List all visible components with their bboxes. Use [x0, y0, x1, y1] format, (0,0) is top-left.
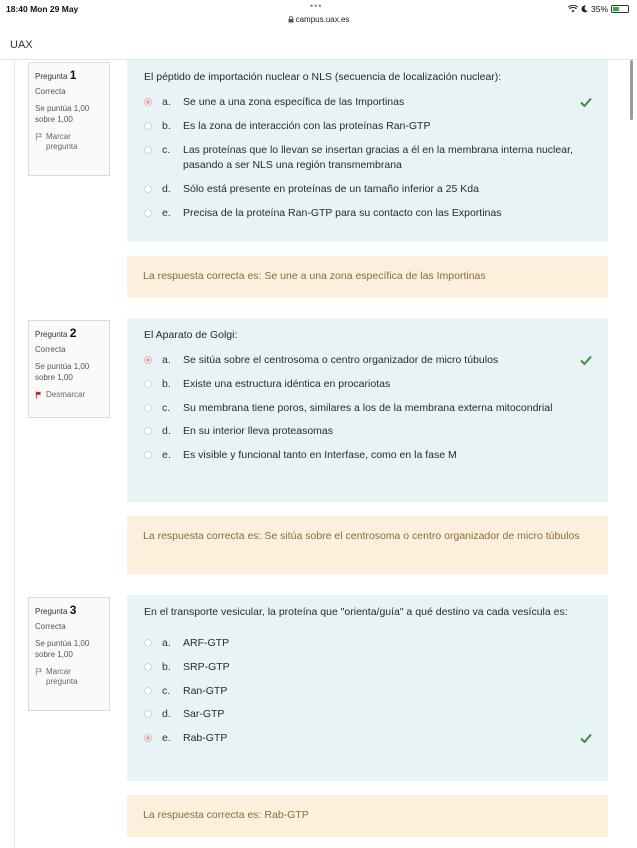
- question-grade: Se puntúa 1,00 sobre 1,00: [35, 638, 90, 659]
- question-state: Correcta: [35, 87, 66, 97]
- unflag-question-label: Desmarcar: [46, 389, 86, 399]
- option-letter: a.: [162, 354, 171, 367]
- answer-option-b[interactable]: [144, 660, 592, 676]
- option-text: Es visible y funcional tanto en Interfase, como en la fase M: [183, 449, 457, 462]
- page-edge-divider: [14, 60, 15, 848]
- radio-selected[interactable]: [144, 734, 152, 742]
- option-letter: e.: [162, 449, 171, 462]
- option-letter: e.: [162, 206, 171, 219]
- question-number-value: 2: [69, 326, 77, 340]
- site-navbar: [0, 32, 637, 60]
- option-letter: b.: [162, 119, 171, 132]
- radio-button[interactable]: [144, 451, 152, 459]
- battery-icon: [611, 5, 629, 13]
- quiz-review-content[interactable]: [0, 60, 637, 848]
- check-icon: [580, 733, 592, 743]
- question-text: El péptido de importación nuclear o NLS (secuencia de localización nuclear):: [144, 71, 502, 83]
- answer-options: [144, 95, 592, 222]
- radio-button[interactable]: [144, 639, 152, 647]
- site-title[interactable]: UAX: [10, 39, 33, 51]
- radio-button[interactable]: [144, 209, 152, 217]
- question-formulation: [127, 318, 608, 502]
- answer-option-c[interactable]: [144, 684, 592, 700]
- question-number-value: 1: [69, 68, 77, 82]
- answer-option-d[interactable]: [144, 424, 592, 440]
- question-info: [28, 62, 110, 176]
- option-letter: d.: [162, 425, 171, 438]
- url-text: campus.uax.es: [295, 15, 350, 24]
- answer-option-a[interactable]: [144, 636, 592, 652]
- answer-option-e[interactable]: [144, 206, 592, 222]
- option-letter: a.: [162, 96, 171, 109]
- flag-question-label: Marcar pregunta: [46, 131, 78, 152]
- question-number-value: 3: [69, 603, 77, 617]
- answer-options: [144, 353, 592, 464]
- radio-button[interactable]: [144, 404, 152, 412]
- status-indicators: [568, 4, 629, 14]
- check-icon: [580, 97, 592, 107]
- radio-selected[interactable]: [144, 356, 152, 364]
- check-icon: [580, 355, 592, 365]
- option-text: Es la zona de interacción con las proteínas Ran-GTP: [183, 119, 431, 132]
- question-info: [28, 320, 110, 418]
- answer-option-c[interactable]: [144, 401, 592, 417]
- status-time: 18:40 Mon 29 May: [6, 4, 79, 14]
- question-number: [35, 67, 103, 83]
- flag-outline-icon: [35, 667, 43, 676]
- answer-options: [144, 636, 592, 747]
- option-text: Ran-GTP: [183, 684, 228, 697]
- correct-answer-feedback: La respuesta correcta es: Rab-GTP: [127, 795, 608, 837]
- flag-outline-icon: [35, 132, 43, 141]
- radio-button[interactable]: [144, 427, 152, 435]
- radio-selected[interactable]: [144, 98, 152, 106]
- scrollbar-thumb[interactable]: [630, 60, 633, 120]
- option-text: Su membrana tiene poros, similares a los de la membrana externa mitocondrial: [183, 401, 553, 414]
- radio-button[interactable]: [144, 185, 152, 193]
- correct-answer-feedback: La respuesta correcta es: Se sitúa sobre el centrosoma o centro organizador de micro túbulos: [127, 516, 608, 574]
- question-grade: Se puntúa 1,00 sobre 1,00: [35, 103, 90, 124]
- option-text: En su interior lleva proteasomas: [183, 425, 333, 438]
- question-text: En el transporte vesicular, la proteína que "orienta/guía" a qué destino va cada vesícula es:: [144, 606, 568, 618]
- answer-option-d[interactable]: [144, 182, 592, 198]
- option-letter: c.: [162, 684, 171, 697]
- option-letter: b.: [162, 660, 171, 673]
- flag-question-button[interactable]: [35, 667, 103, 689]
- radio-button[interactable]: [144, 710, 152, 718]
- answer-option-e[interactable]: [144, 448, 592, 464]
- correct-answer-feedback: La respuesta correcta es: Se une a una zona específica de las Importinas: [127, 256, 608, 298]
- answer-option-e[interactable]: [144, 731, 592, 747]
- option-text: Existe una estructura idéntica en procariotas: [183, 377, 391, 390]
- question-info: [28, 597, 110, 711]
- answer-option-a[interactable]: [144, 95, 592, 111]
- radio-button[interactable]: [144, 687, 152, 695]
- option-letter: d.: [162, 708, 171, 721]
- question-number: [35, 325, 103, 341]
- option-text: Se une a una zona específica de las Importinas: [183, 96, 405, 109]
- radio-button[interactable]: [144, 122, 152, 130]
- answer-option-b[interactable]: [144, 119, 592, 135]
- question-number: [35, 602, 103, 618]
- address-bar-url[interactable]: [0, 15, 637, 24]
- answer-option-b[interactable]: [144, 377, 592, 393]
- moon-icon: [581, 5, 588, 13]
- answer-option-d[interactable]: [144, 707, 592, 723]
- option-text: Las proteínas que lo llevan se insertan gracias a él en la membrana interna nuclear, pasando a ser NLS una región transmembrana: [183, 143, 573, 172]
- question-text: El Aparato de Golgi:: [144, 329, 238, 341]
- radio-button[interactable]: [144, 663, 152, 671]
- status-bar: [0, 0, 637, 30]
- wifi-icon: [568, 5, 578, 13]
- answer-option-c[interactable]: [144, 143, 592, 175]
- option-text: Sar-GTP: [183, 708, 225, 721]
- option-text: Rab-GTP: [183, 732, 228, 745]
- question-label: Pregunta: [35, 72, 68, 81]
- answer-option-a[interactable]: [144, 353, 592, 369]
- option-letter: c.: [162, 401, 171, 414]
- question-formulation: [127, 595, 608, 781]
- radio-button[interactable]: [144, 146, 152, 154]
- option-letter: d.: [162, 183, 171, 196]
- question-state: Correcta: [35, 345, 66, 355]
- option-text: Sólo está presente en proteínas de un tamaño inferior a 25 Kda: [183, 183, 479, 196]
- option-letter: c.: [162, 143, 171, 156]
- battery-percent: 35%: [590, 4, 608, 14]
- flag-question-button[interactable]: [35, 132, 103, 154]
- question-grade: Se puntúa 1,00 sobre 1,00: [35, 361, 90, 382]
- radio-button[interactable]: [144, 380, 152, 388]
- question-state: Correcta: [35, 622, 66, 632]
- unflag-question-button[interactable]: [35, 390, 103, 401]
- option-text: SRP-GTP: [183, 660, 230, 673]
- multitask-dots-icon[interactable]: •••: [310, 1, 323, 11]
- option-text: Se sitúa sobre el centrosoma o centro organizador de micro túbulos: [183, 354, 499, 367]
- flag-question-label: Marcar pregunta: [46, 666, 78, 687]
- option-text: ARF-GTP: [183, 637, 230, 650]
- lock-icon: [288, 16, 294, 23]
- question-formulation: [127, 60, 608, 242]
- flag-filled-icon: [35, 390, 43, 399]
- option-letter: b.: [162, 377, 171, 390]
- option-letter: e.: [162, 732, 171, 745]
- option-letter: a.: [162, 637, 171, 650]
- option-text: Precisa de la proteína Ran-GTP para su contacto con las Exportinas: [183, 206, 502, 219]
- question-label: Pregunta: [35, 330, 68, 339]
- question-label: Pregunta: [35, 607, 68, 616]
